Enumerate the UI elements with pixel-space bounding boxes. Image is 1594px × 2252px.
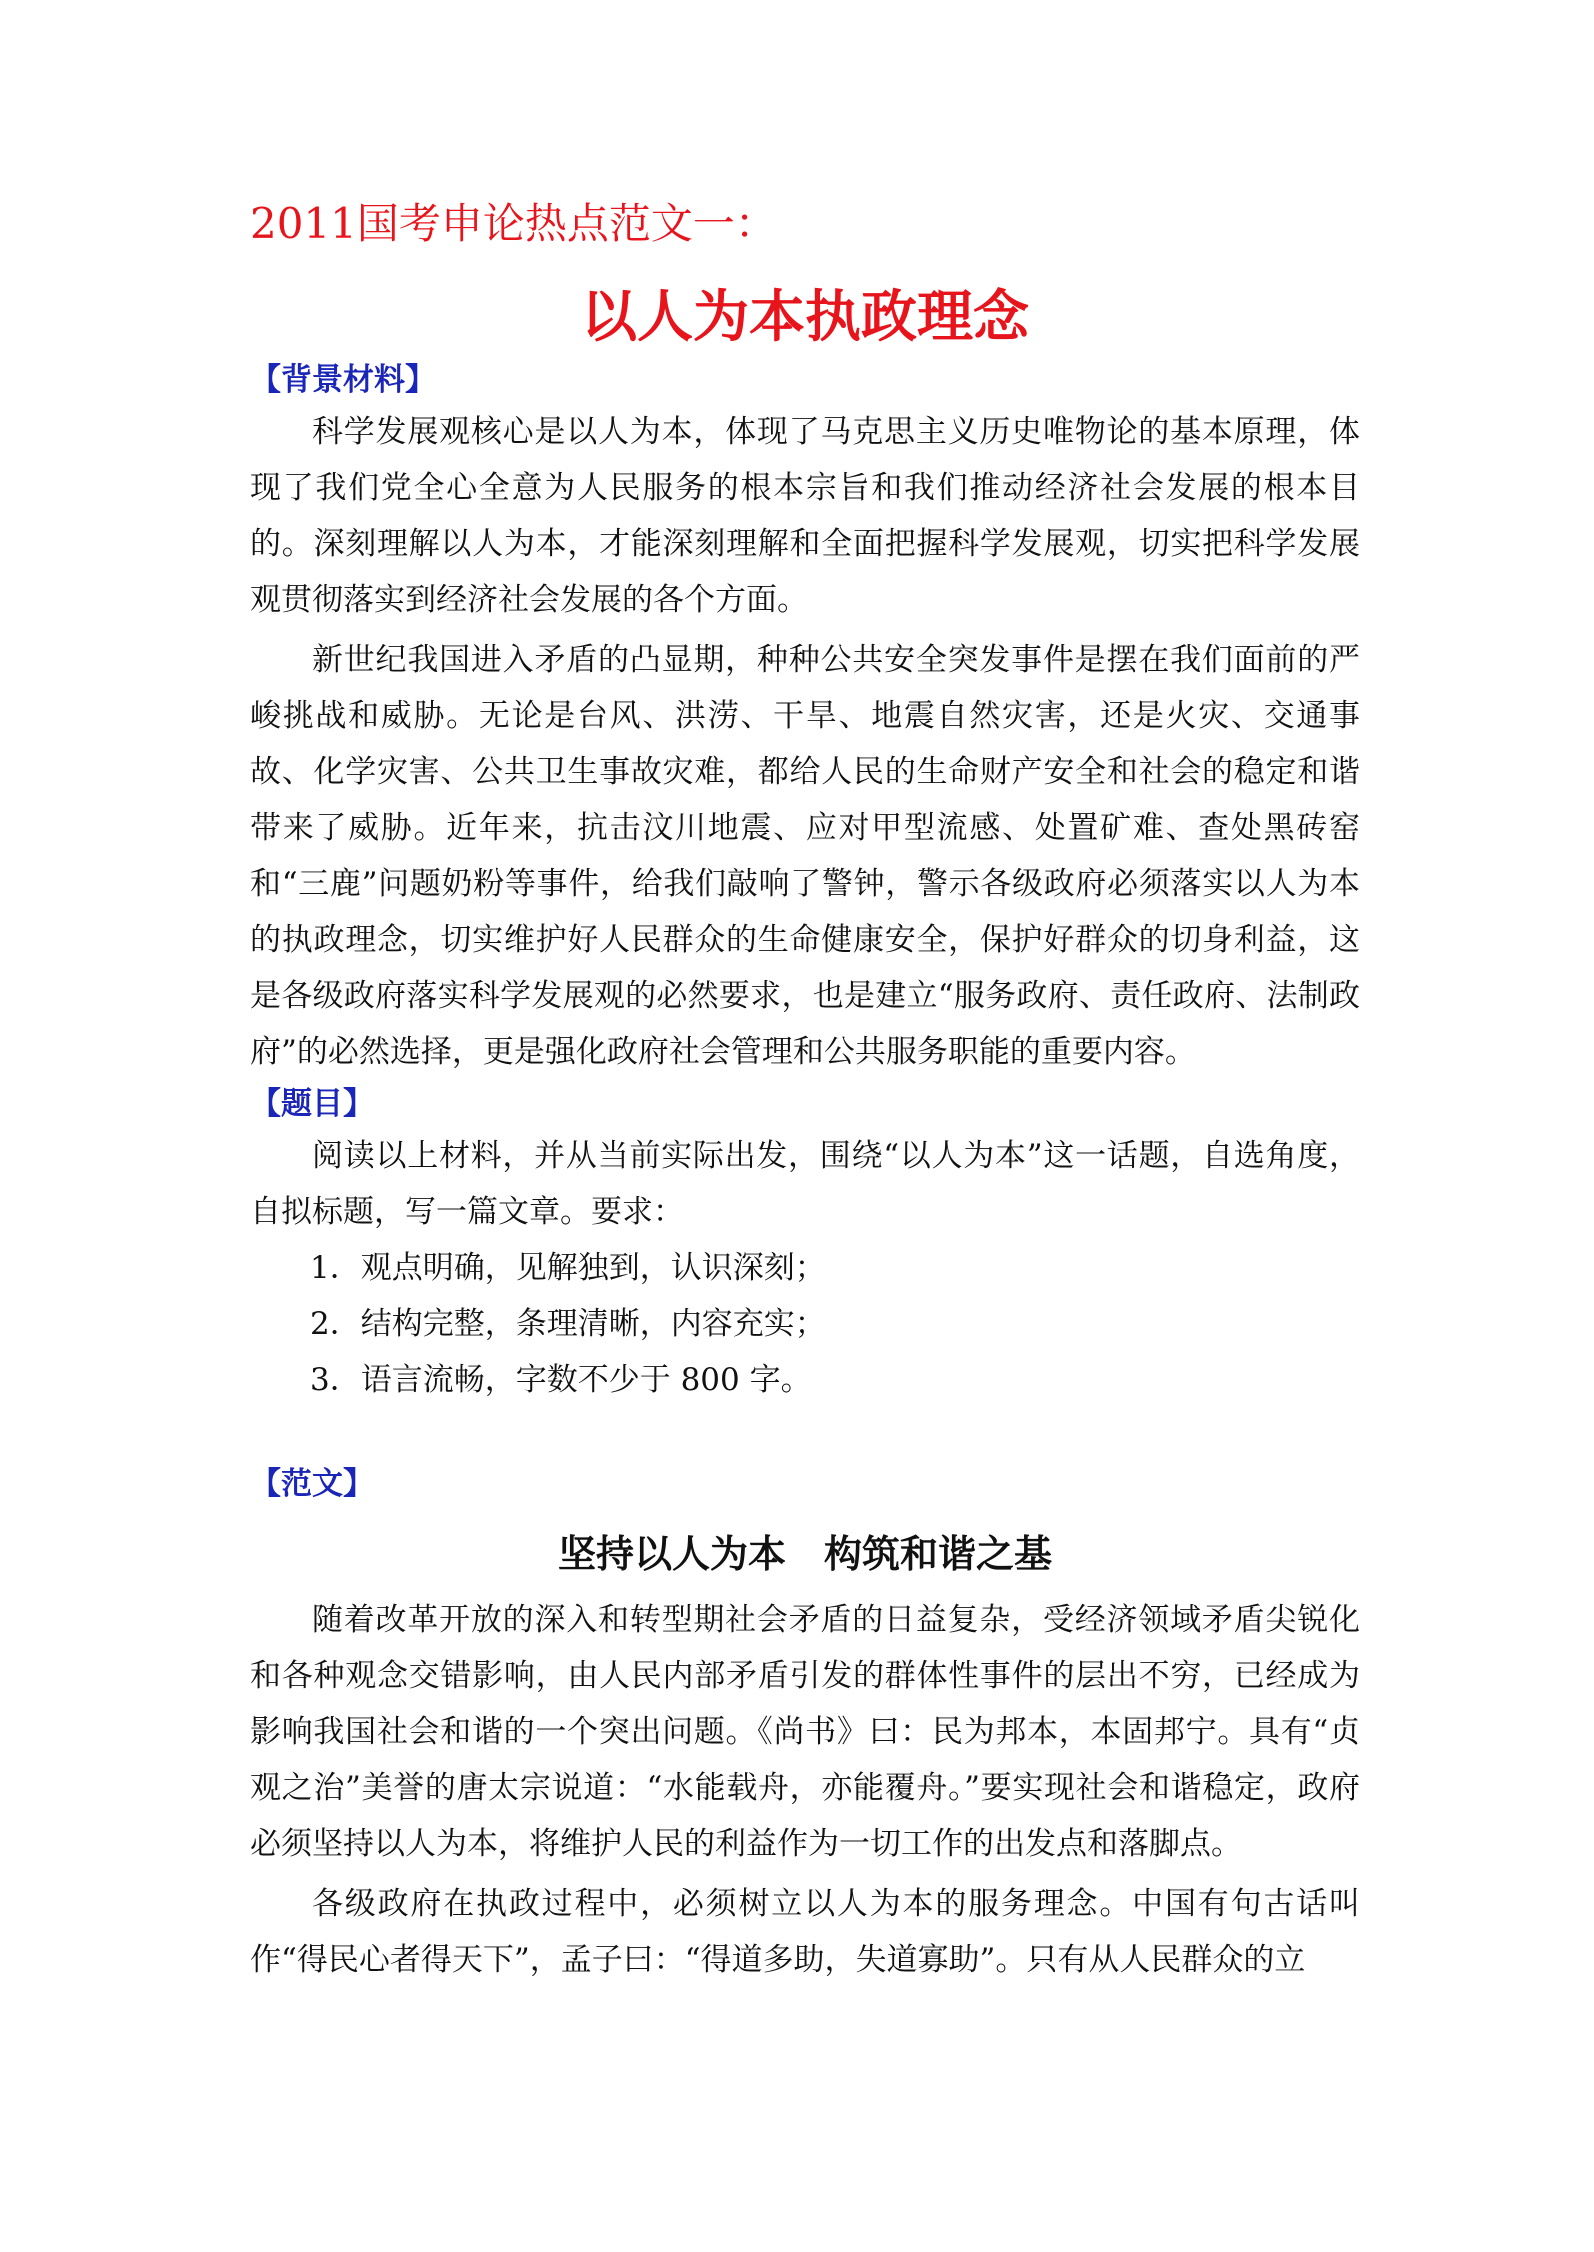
background-paragraph: 科学发展观核心是以人为本，体现了马克思主义历史唯物论的基本原理，体现了我们党全心全意为人民服务的根本宗旨和我们推动经济社会发展的根本目的。深刻理解以人为本，才能深刻理解和全面把握科学发展观，切实把科学发展观贯彻落实到经济社会发展的各个方面。: [250, 414, 1360, 618]
essay-label: 【范文】: [250, 1466, 374, 1502]
requirement-item: 3．语言流畅，字数不少于 800 字。: [310, 1362, 812, 1398]
essay-paragraph: 随着改革开放的深入和转型期社会矛盾的日益复杂，受经济领域矛盾尖锐化和各种观念交错影响，由人民内部矛盾引发的群体性事件的层出不穷，已经成为影响我国社会和谐的一个突出问题。《尚书》曰：民为邦本，本固邦宁。具有“贞观之治”美誉的唐太宗说道：“水能载舟，亦能覆舟。”要实现社会和谐稳定，政府必须坚持以人为本，将维护人民的利益作为一切工作的出发点和落脚点。: [250, 1602, 1360, 1862]
top-heading: 2011国考申论热点范文一：: [250, 199, 777, 248]
document-content: [250, 196, 1360, 1988]
main-title: 以人为本执政理念: [581, 285, 1029, 350]
question-label: 【题目】: [250, 1086, 374, 1122]
essay-paragraph: 各级政府在执政过程中，必须树立以人为本的服务理念。中国有句古话叫作“得民心者得天下”，孟子曰：“得道多助，失道寡助”。只有从人民群众的立: [250, 1886, 1360, 1978]
essay-title: 坚持以人为本 构筑和谐之基: [557, 1532, 1052, 1576]
question-intro: 阅读以上材料，并从当前实际出发，围绕“以人为本”这一话题，自选角度，自拟标题，写一篇文章。要求：: [250, 1138, 1360, 1230]
background-label: 【背景材料】: [250, 362, 436, 398]
requirement-item: 1．观点明确，见解独到，认识深刻；: [310, 1250, 826, 1286]
background-paragraph: 新世纪我国进入矛盾的凸显期，种种公共安全突发事件是摆在我们面前的严峻挑战和威胁。无论是台风、洪涝、干旱、地震自然灾害，还是火灾、交通事故、化学灾害、公共卫生事故灾难，都给人民的生命财产安全和社会的稳定和谐带来了威胁。近年来，抗击汶川地震、应对甲型流感、处置矿难、查处黑砖窑和“三鹿”问题奶粉等事件，给我们敲响了警钟，警示各级政府必须落实以人为本的执政理念，切实维护好人民群众的生命健康安全，保护好群众的切身利益，这是各级政府落实科学发展观的必然要求，也是建立“服务政府、责任政府、法制政府”的必然选择，更是强化政府社会管理和公共服务职能的重要内容。: [250, 642, 1360, 1070]
requirement-item: 2．结构完整，条理清晰，内容充实；: [310, 1306, 826, 1342]
